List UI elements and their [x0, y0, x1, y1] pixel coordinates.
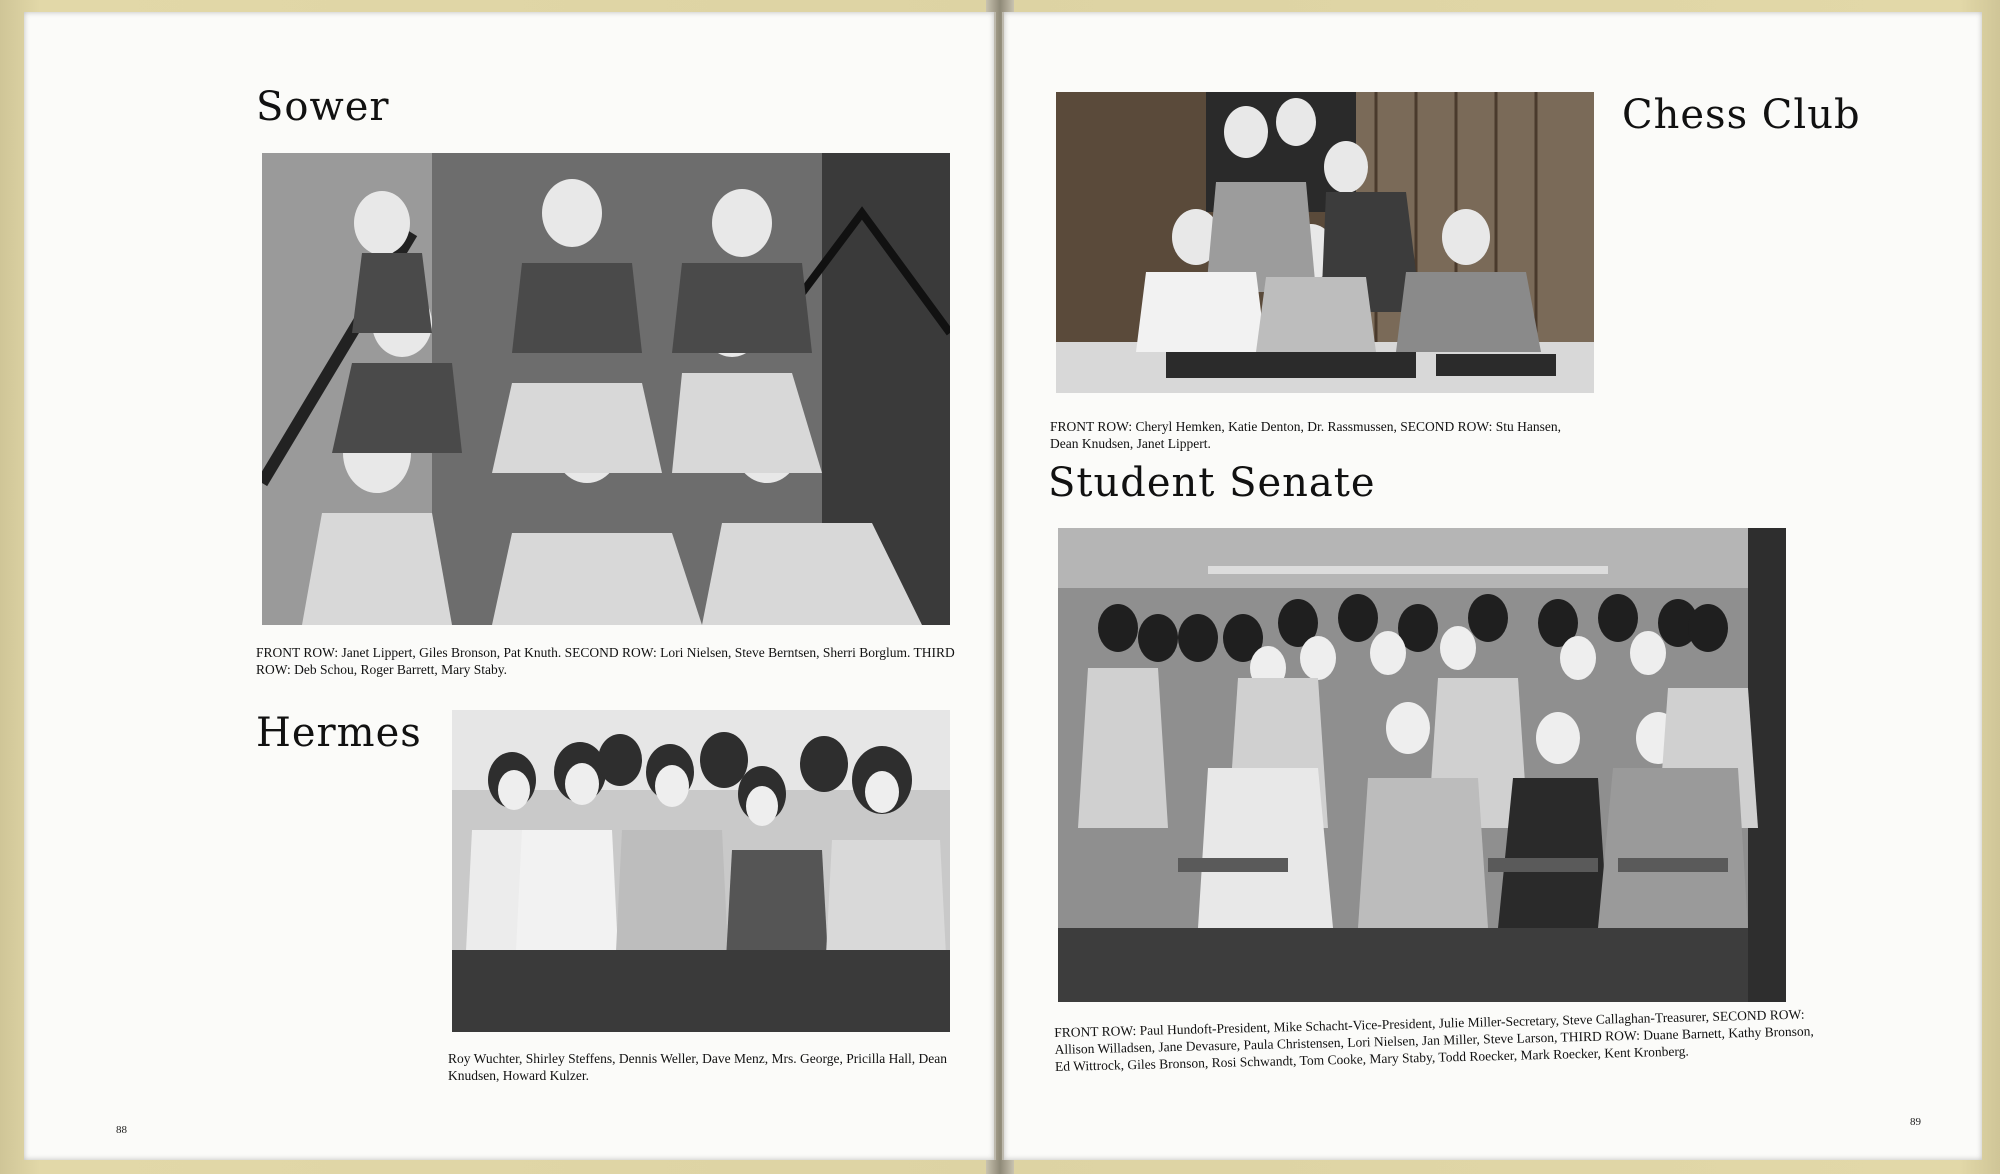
- page-number-right: 89: [1910, 1116, 1921, 1128]
- sower-photo: [262, 153, 950, 625]
- chess-club-photo: [1056, 92, 1594, 393]
- chess-club-heading: Chess Club: [1622, 92, 1861, 138]
- hermes-heading: Hermes: [256, 710, 422, 756]
- student-senate-heading: Student Senate: [1048, 460, 1376, 506]
- sower-heading: Sower: [256, 84, 390, 130]
- hermes-photo: [452, 710, 950, 1032]
- right-page: [1002, 12, 1982, 1160]
- student-senate-photo: [1058, 528, 1786, 1002]
- page-number-left: 88: [116, 1124, 127, 1136]
- left-page: [24, 12, 996, 1160]
- sower-caption: FRONT ROW: Janet Lippert, Giles Bronson, Pat Knuth. SECOND ROW: Lori Nielsen, Steve Berntsen, Sherri Borglum. THIRD ROW: Deb Schou, Roger Barrett, Mary Staby.: [256, 645, 955, 677]
- chess-club-caption: FRONT ROW: Cheryl Hemken, Katie Denton, Dr. Rassmussen, SECOND ROW: Stu Hansen, Dean Knudsen, Janet Lippert.: [1050, 419, 1561, 451]
- student-senate-caption: FRONT ROW: Paul Hundoft-President, Mike Schacht-Vice-President, Julie Miller-Secretary, Steve Callaghan-Treasurer, SECOND ROW: Allison Willadsen, Jane Devasure, Paula Christensen, Lori Nielsen, Jan Miller, Steve Larson, THIRD ROW: Duane Barnett, Kathy Bronson, Ed Wittrock, Giles Bronson, Rosi Schwandt, Tom Cooke, Mary Staby, Todd Roecker, Mark Roecker, Kent Kronberg.: [1054, 1006, 1814, 1074]
- hermes-caption: Roy Wuchter, Shirley Steffens, Dennis Weller, Dave Menz, Mrs. George, Pricilla Hall, Dean Knudsen, Howard Kulzer.: [448, 1051, 948, 1083]
